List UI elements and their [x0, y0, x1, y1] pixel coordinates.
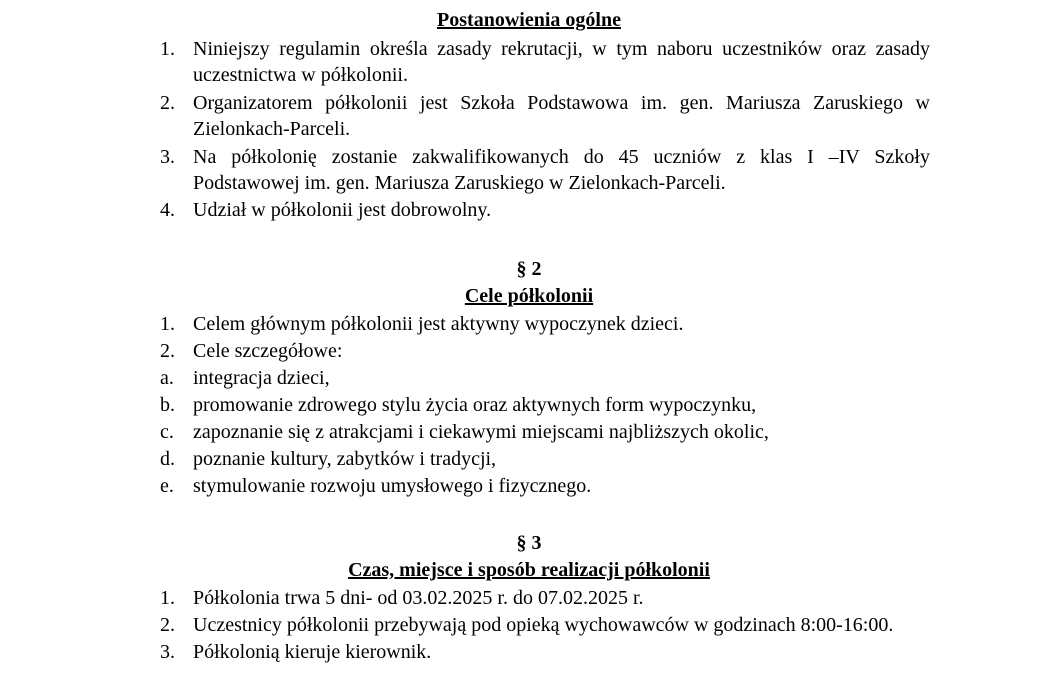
section-2-title-text: Cele półkolonii: [464, 285, 594, 307]
list-marker: 3.: [160, 641, 175, 663]
section-3-number-text: § 3: [516, 532, 542, 554]
list-marker: c.: [160, 421, 174, 443]
list-marker: 1.: [160, 313, 175, 335]
section-3-title: [0, 557, 1058, 583]
list-marker: a.: [160, 367, 174, 389]
list-item-text: Półkolonią kieruje kierownik.: [193, 641, 432, 663]
section-3-title-text: Czas, miejsce i sposób realizacji półkolonii: [348, 559, 710, 581]
list-item-text: promowanie zdrowego stylu życia oraz aktywnych form wypoczynku,: [193, 394, 757, 416]
list-item-text: Na półkolonię zostanie zakwalifikowanych do 45 uczniów z klas I –IV Szkoły: [193, 146, 930, 168]
list-item-text: poznanie kultury, zabytków i tradycji,: [193, 448, 497, 470]
list-item-text: integracja dzieci,: [193, 367, 330, 389]
list-marker: 4.: [160, 199, 175, 221]
section-2-title: [0, 283, 1058, 309]
list-item-text: Uczestnicy półkolonii przebywają pod opieką wychowawców w godzinach 8:00-16:00.: [193, 614, 894, 636]
list-marker: 3.: [160, 146, 175, 168]
section-3-number: [0, 530, 1058, 556]
list-marker: e.: [160, 475, 174, 497]
list-item-text: Podstawowej im. gen. Mariusza Zaruskiego w Zielonkach-Parceli.: [193, 172, 726, 194]
section-1-title-text: Postanowienia ogólne: [437, 9, 621, 31]
list-item-text: Cele szczegółowe:: [193, 340, 343, 362]
list-marker: 2.: [160, 92, 175, 114]
list-item-text: Udział w półkolonii jest dobrowolny.: [193, 199, 492, 221]
section-1-title: [0, 7, 1058, 33]
list-item-text: Niniejszy regulamin określa zasady rekrutacji, w tym naboru uczestników oraz zasady: [193, 38, 930, 60]
list-item-text: stymulowanie rozwoju umysłowego i fizycznego.: [193, 475, 592, 497]
list-item-text: Półkolonia trwa 5 dni- od 03.02.2025 r. do 07.02.2025 r.: [193, 587, 644, 609]
list-item-text: Zielonkach-Parceli.: [193, 118, 351, 140]
list-item-text: Organizatorem półkolonii jest Szkoła Podstawowa im. gen. Mariusza Zaruskiego w: [193, 92, 930, 114]
list-item-text: zapoznanie się z atrakcjami i ciekawymi miejscami najbliższych okolic,: [193, 421, 769, 443]
list-marker: 1.: [160, 38, 175, 60]
section-2-number: [0, 256, 1058, 282]
list-marker: 2.: [160, 340, 175, 362]
list-item-text: Celem głównym półkolonii jest aktywny wypoczynek dzieci.: [193, 313, 684, 335]
section-2-number-text: § 2: [516, 258, 542, 280]
list-marker: b.: [160, 394, 175, 416]
list-marker: 1.: [160, 587, 175, 609]
list-marker: 2.: [160, 614, 175, 636]
list-item-text: uczestnictwa w półkolonii.: [193, 64, 408, 86]
list-marker: d.: [160, 448, 175, 470]
